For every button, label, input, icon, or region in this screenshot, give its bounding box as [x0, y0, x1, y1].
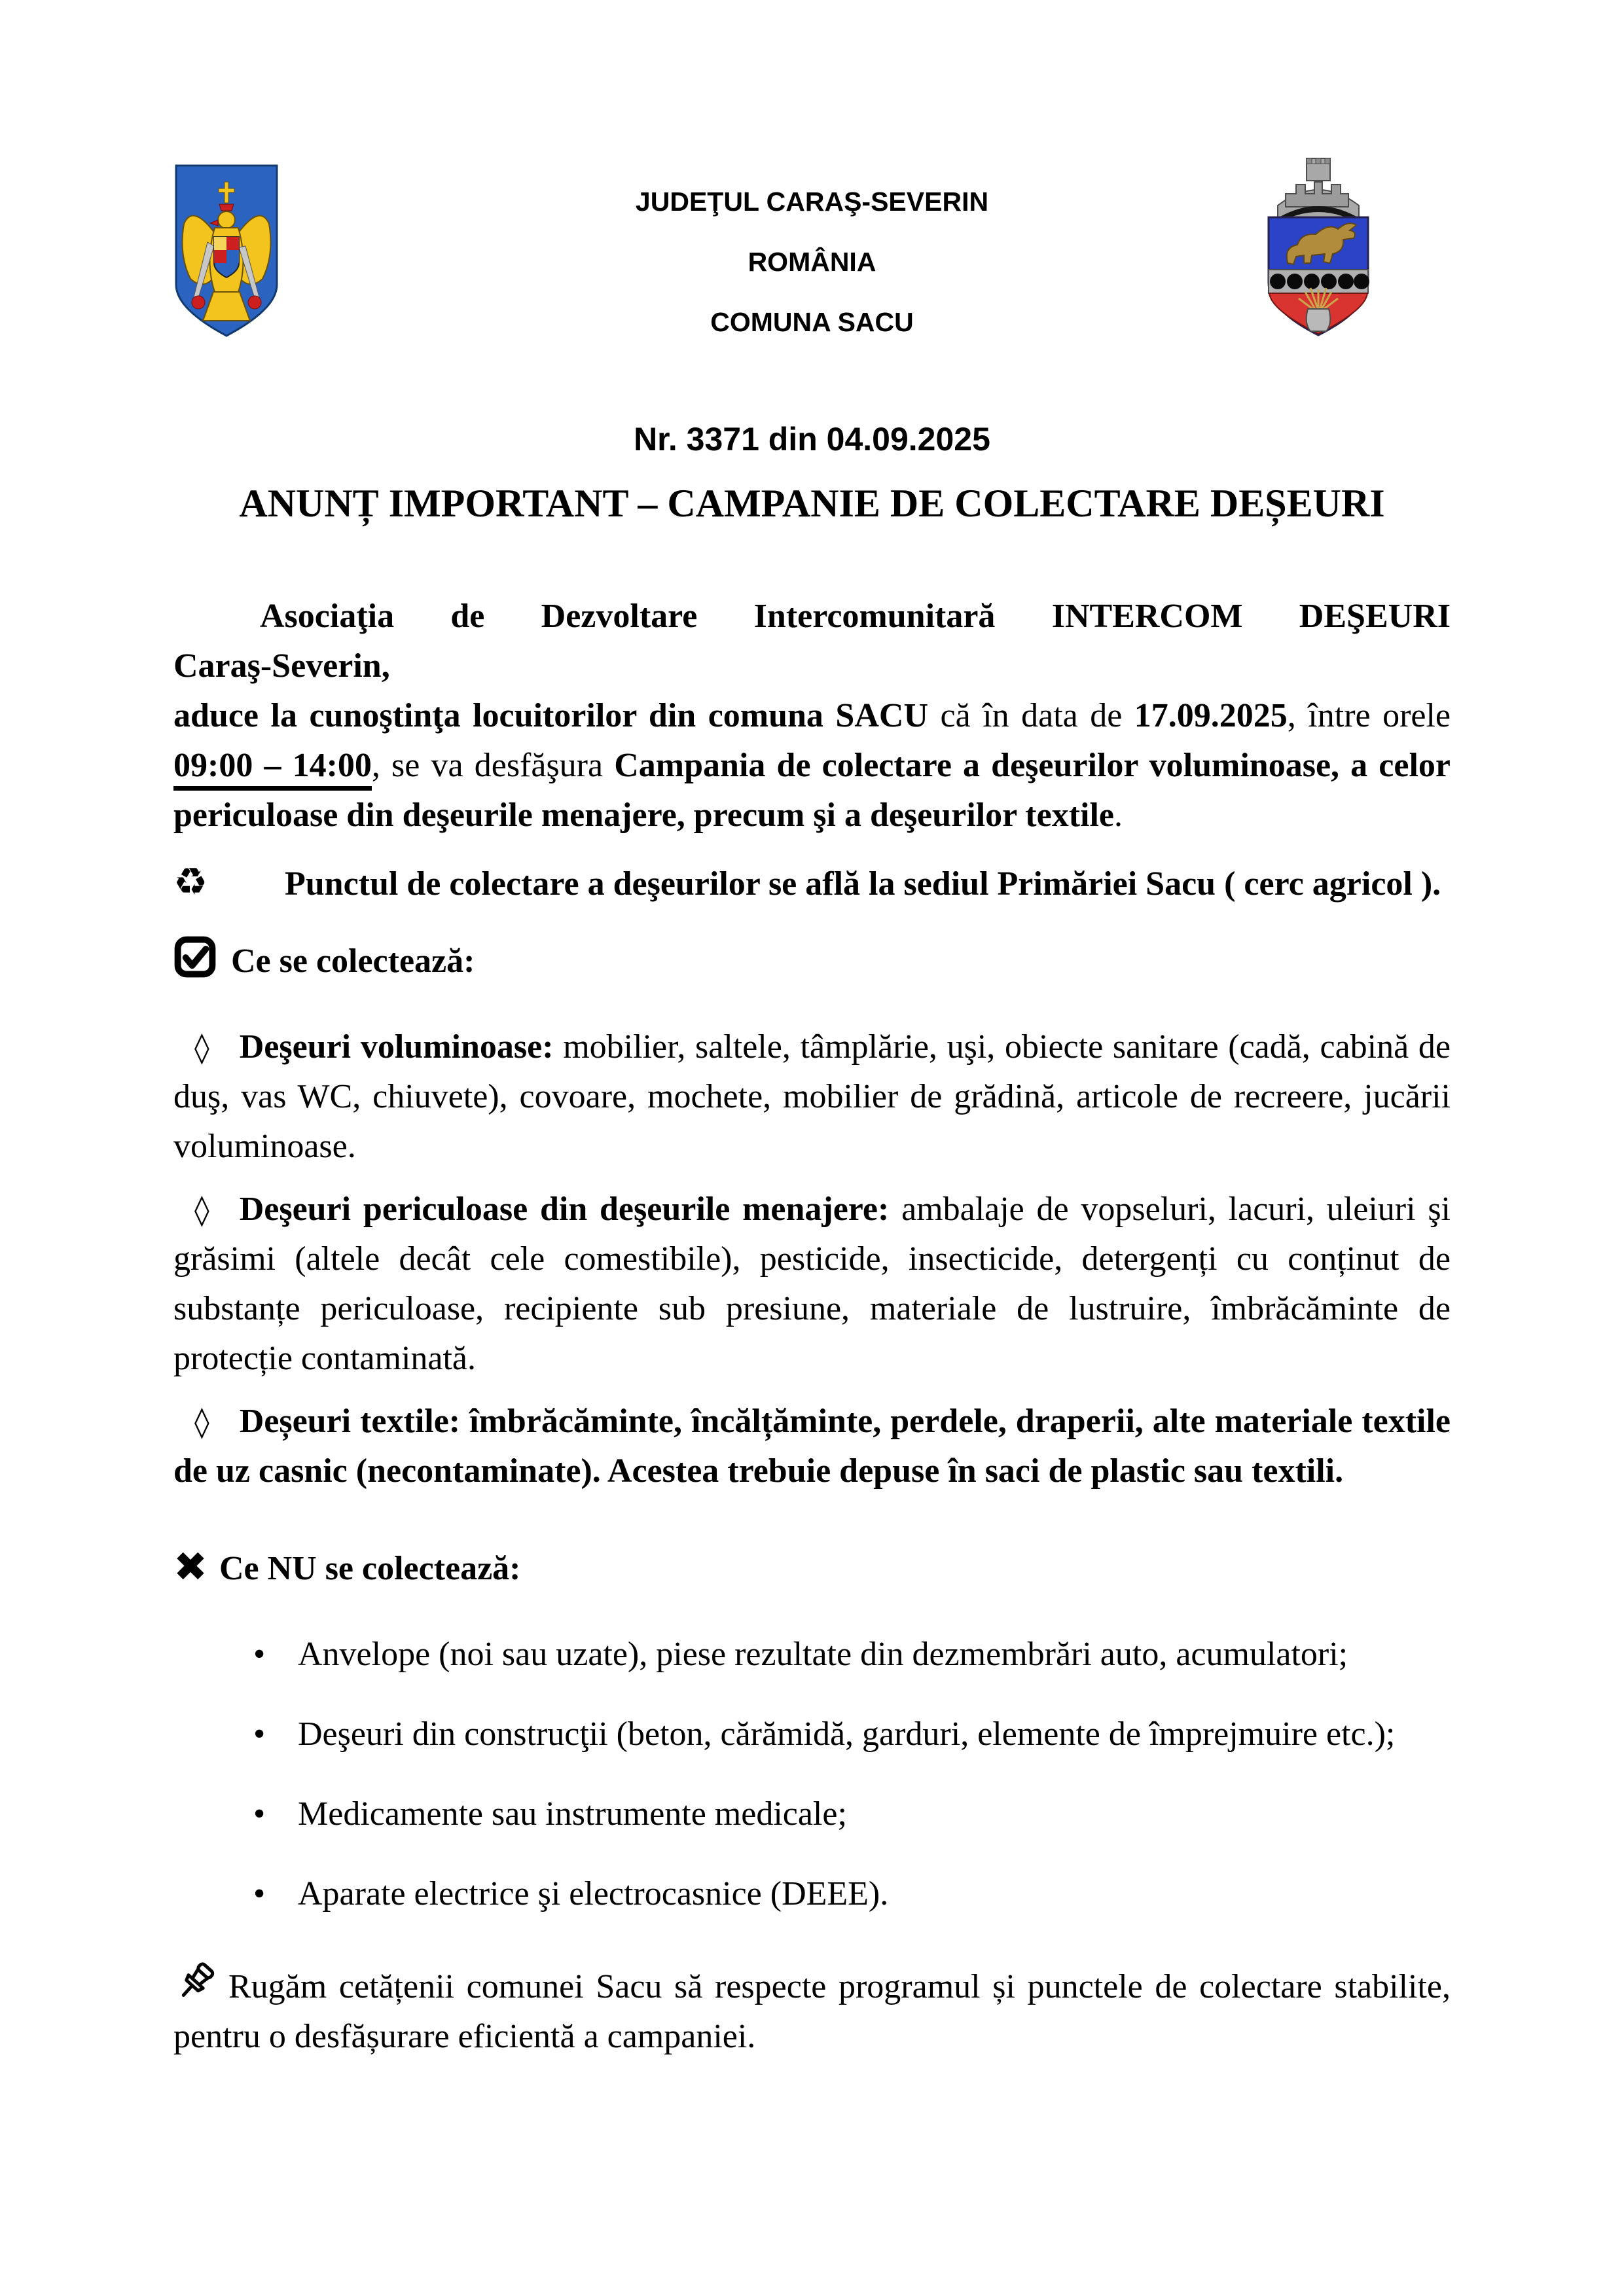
- intro-paragraph: [173, 592, 1451, 840]
- checkbox-checked-icon: [173, 935, 217, 978]
- list-item-text: Anvelope (noi sau uzate), piese rezultate din dezmembrări auto, acumulatori;: [298, 1636, 1348, 1673]
- not-collected-heading-label: Ce NU se colectează:: [219, 1550, 521, 1587]
- bullet-dot-icon: •: [253, 1636, 266, 1673]
- intro-first-line: [173, 592, 1451, 641]
- closing-paragraph: [173, 1960, 1451, 2062]
- collected-item-textile: [173, 1397, 1451, 1496]
- intro-text: .: [1113, 797, 1123, 834]
- list-item: [173, 1710, 1451, 1759]
- campaign-date: 17.09.2025: [1134, 697, 1288, 734]
- document-header: [173, 164, 1451, 360]
- association-name: Asociaţia de Dezvoltare Intercomunitară INTERCOM DEŞEURI: [260, 598, 1451, 635]
- document-title: ANUNȚ IMPORTANT – CAMPANIE DE COLECTARE DEȘEURI: [239, 482, 1385, 525]
- bullet-dot-icon: •: [253, 1795, 266, 1833]
- intro-text: , între orele: [1287, 697, 1451, 734]
- county-name: JUDEŢUL CARAŞ-SEVERIN: [635, 187, 989, 217]
- diamond-bullet-icon: ◊: [194, 1192, 209, 1227]
- diamond-bullet-icon: ◊: [194, 1404, 209, 1439]
- collected-heading: [173, 935, 1451, 986]
- list-item: [173, 1630, 1451, 1679]
- not-collected-list: [173, 1630, 1451, 1919]
- announcement-lead: aduce la cunoştinţa locuitorilor din comuna SACU: [173, 697, 929, 734]
- cross-icon: ✖: [173, 1543, 208, 1590]
- not-collected-heading: [173, 1542, 1451, 1594]
- campaign-hours: 09:00 – 14:00: [173, 747, 372, 791]
- diamond-bullet-icon: ◊: [194, 1030, 209, 1065]
- header-text-block: [173, 164, 1451, 352]
- registration-number: Nr. 3371 din 04.09.2025: [634, 421, 990, 457]
- item-text: ambalaje de vopseluri, lacuri, uleiuri şi grăsimi (altele decât cele comestibile), pesticide, insecticide, detergenți cu conținut de substanțe periculoase, recipiente sub presiune, materiale de lustruire, îmbrăcăminte de protecție contaminată.: [173, 1191, 1451, 1377]
- romania-coat-of-arms: [173, 164, 280, 339]
- campaign-description: Campania de colectare a deşeurilor voluminoase, a celor periculoase din deşeurile menajere, precum şi a deşeurilor textile: [173, 747, 1451, 834]
- list-item-text: Medicamente sau instrumente medicale;: [298, 1795, 847, 1833]
- collected-item-voluminoase: [173, 1022, 1451, 1172]
- item-text: mobilier, saltele, tâmplărie, uşi, obiecte sanitare (cadă, cabină de duş, vas WC, chiuvete), covoare, mochete, mobilier de grădină, articole de recreere, jucării voluminoase.: [173, 1028, 1451, 1165]
- collection-point-text: Punctul de colectare a deşeurilor se află la sediul Primăriei Sacu ( cerc agricol ).: [285, 865, 1441, 903]
- closing-text: Rugăm cetățenii comunei Sacu să respecte programul și punctele de colectare stabilite, pentru o desfășurare eficientă a campaniei.: [173, 1968, 1451, 2055]
- list-item: [173, 1789, 1451, 1839]
- item-text: îmbrăcăminte, încălțăminte, perdele, draperii, alte materiale textile de uz casnic (necontaminate). Acestea trebuie depuse în saci de plastic sau textili.: [173, 1403, 1451, 1490]
- collection-point-paragraph: [173, 857, 1451, 909]
- collected-item-periculoase: [173, 1185, 1451, 1384]
- intro-text: , se va desfăşura: [371, 747, 615, 784]
- intro-text: că în data de: [928, 697, 1134, 734]
- recycle-icon: ♻: [173, 859, 208, 904]
- item-label: Deșeuri textile:: [239, 1403, 461, 1440]
- bullet-dot-icon: •: [253, 1715, 266, 1753]
- commune-name: COMUNA SACU: [710, 307, 914, 337]
- list-item-text: Deşeuri din construcţii (beton, cărămidă, garduri, elemente de împrejmuire etc.);: [298, 1715, 1396, 1753]
- pushpin-icon: [173, 1960, 221, 2007]
- bullet-dot-icon: •: [253, 1875, 266, 1912]
- country-name: ROMÂNIA: [748, 247, 876, 277]
- sacu-coat-of-arms: [1263, 154, 1373, 339]
- list-item: [173, 1869, 1451, 1919]
- association-county: Caraş-Severin,: [173, 647, 390, 685]
- collected-heading-label: Ce se colectează:: [231, 942, 475, 980]
- list-item-text: Aparate electrice şi electrocasnice (DEEE).: [298, 1875, 889, 1912]
- item-label: Deşeuri voluminoase:: [239, 1028, 554, 1066]
- item-label: Deşeuri periculoase din deşeurile menajere:: [239, 1191, 890, 1228]
